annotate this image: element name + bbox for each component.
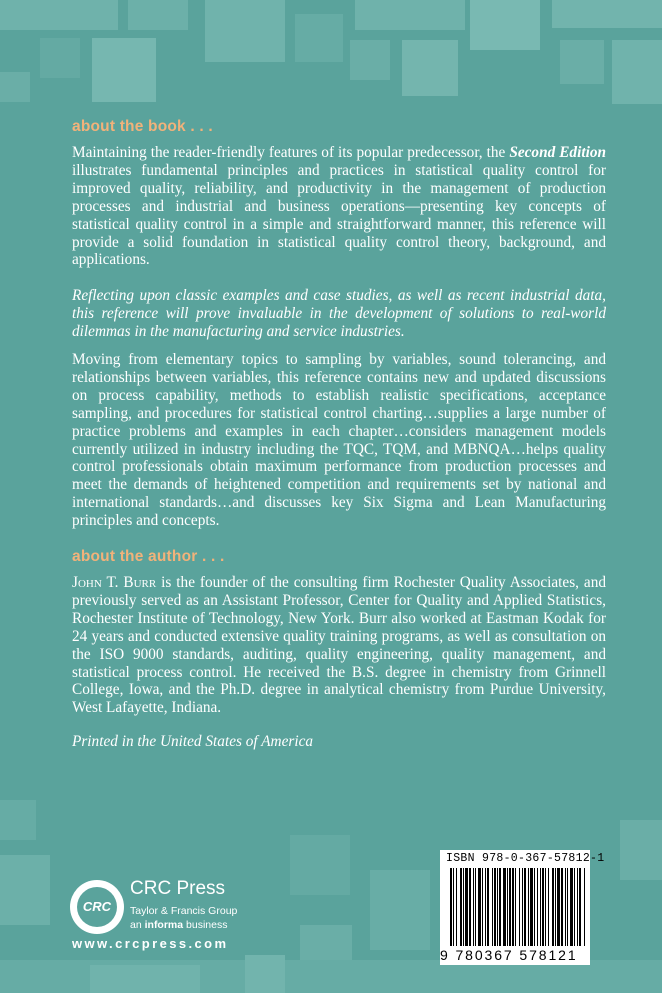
barcode-bar: [478, 868, 481, 946]
publisher-business-line: [130, 919, 227, 931]
para1-lead: Maintaining the reader-friendly features of its popular predecessor, the: [72, 144, 510, 161]
barcode-bar: [487, 868, 489, 946]
barcode-bar: [530, 868, 533, 946]
barcode-bar: [482, 868, 483, 946]
barcode-bar: [450, 868, 452, 946]
barcode-bar: [509, 868, 511, 946]
barcode-bar: [574, 868, 575, 946]
barcode-bar: [492, 868, 493, 946]
crc-logo-icon: CRC: [77, 887, 117, 927]
about-book-heading: about the book . . .: [72, 118, 213, 135]
business-suffix: business: [183, 919, 228, 931]
publisher-name: CRC Press: [130, 878, 226, 899]
barcode-bar: [522, 868, 523, 946]
barcode-bar: [465, 868, 468, 946]
about-book-paragraph-1: [72, 144, 606, 269]
isbn-label: ISBN 978-0-367-57812-1: [446, 852, 605, 865]
barcode-bar: [528, 868, 529, 946]
author-name: John T. Burr: [72, 574, 157, 591]
second-edition-emphasis: Second Edition: [509, 144, 606, 161]
barcode-bar: [507, 868, 508, 946]
barcode-bar: [485, 868, 486, 946]
barcode-bar: [456, 868, 457, 946]
barcode-bar: [469, 868, 471, 946]
barcode-bar: [453, 868, 454, 946]
barcode-bar: [542, 868, 544, 946]
barcode-bar: [584, 868, 585, 946]
about-book-paragraph-3: Moving from elementary topics to sampling by variables, sound tolerancing, and relationships between variables, this reference contains new and updated discussions on process capability, methods to establish realistic specifications, acceptance sampling, and procedures for statistical control charting…supplies a large number of practice problems and examples in each chapter…considers management models currently utilized in industry including the TQC, TQM, and MBNQA…helps quality control professionals obtain maximum performance from production processes and meet the demands of heightened competition and requirements set by national and international standards…and discusses key Six Sigma and Lean Manufacturing principles and concepts.: [72, 351, 606, 530]
barcode-bar: [565, 868, 566, 946]
about-author-heading: about the author . . .: [72, 548, 225, 565]
barcode-digits: 9 780367 578121: [440, 947, 578, 963]
barcode-bar: [552, 868, 554, 946]
barcode-bar: [567, 868, 568, 946]
barcode-bar: [494, 868, 496, 946]
publisher-url[interactable]: www.crcpress.com: [72, 936, 229, 951]
printed-in-note: Printed in the United States of America: [72, 733, 314, 750]
about-author-paragraph: [72, 574, 606, 717]
para1-rest: illustrates fundamental principles and practices in statistical quality control for improved quality, reliability, and productivity in the management of production processes and industrial and business operations—presenting key concepts of statistical quality control in a simple and straightforward manner, this reference will provide a solid foundation in statistical quality control theory, background, and applications.: [72, 161, 606, 269]
barcode-bar: [515, 868, 516, 946]
barcode-bar: [460, 868, 462, 946]
informa-brand: informa: [144, 919, 184, 931]
barcode-bar: [540, 868, 541, 946]
barcode-bar: [577, 868, 578, 946]
barcode-bar: [545, 868, 546, 946]
barcode-bars: [450, 868, 586, 948]
barcode-bar: [534, 868, 535, 946]
barcode-bar: [499, 868, 501, 946]
barcode-bar: [570, 868, 573, 946]
barcode-bar: [519, 868, 520, 946]
barcode-bar: [503, 868, 506, 946]
barcode-bar: [548, 868, 549, 946]
business-prefix: an: [130, 919, 145, 931]
barcode-bar: [555, 868, 556, 946]
barcode-bar: [557, 868, 560, 946]
barcode-bar: [524, 868, 526, 946]
barcode-bar: [537, 868, 538, 946]
barcode-bar: [512, 868, 514, 946]
barcode-bar: [497, 868, 498, 946]
barcode-bar: [463, 868, 464, 946]
barcode-bar: [475, 868, 476, 946]
barcode-bar: [473, 868, 474, 946]
barcode-bar: [579, 868, 581, 946]
barcode-bar: [561, 868, 563, 946]
author-bio: is the founder of the consulting firm Rochester Quality Associates, and previously served as an Assistant Professor, Center for Quality and Applied Statistics, Rochester Institute of Technology, New York. Burr also worked at Eastman Kodak for 24 years and conducted extensive quality training programs, as well as consultation on the ISO 9000 standards, auditing, quality engineering, quality management, and statistical process control. He received the B.S. degree in chemistry from Grinnell College, Iowa, and the Ph.D. degree in analytical chemistry from Purdue University, West Lafayette, Indiana.: [72, 574, 606, 717]
about-book-paragraph-2: Reflecting upon classic examples and case studies, as well as recent industrial data, this reference will prove invaluable in the development of solutions to real-world dilemmas in the manufacturing and service industries.: [72, 287, 606, 340]
publisher-group: Taylor & Francis Group: [130, 905, 238, 917]
